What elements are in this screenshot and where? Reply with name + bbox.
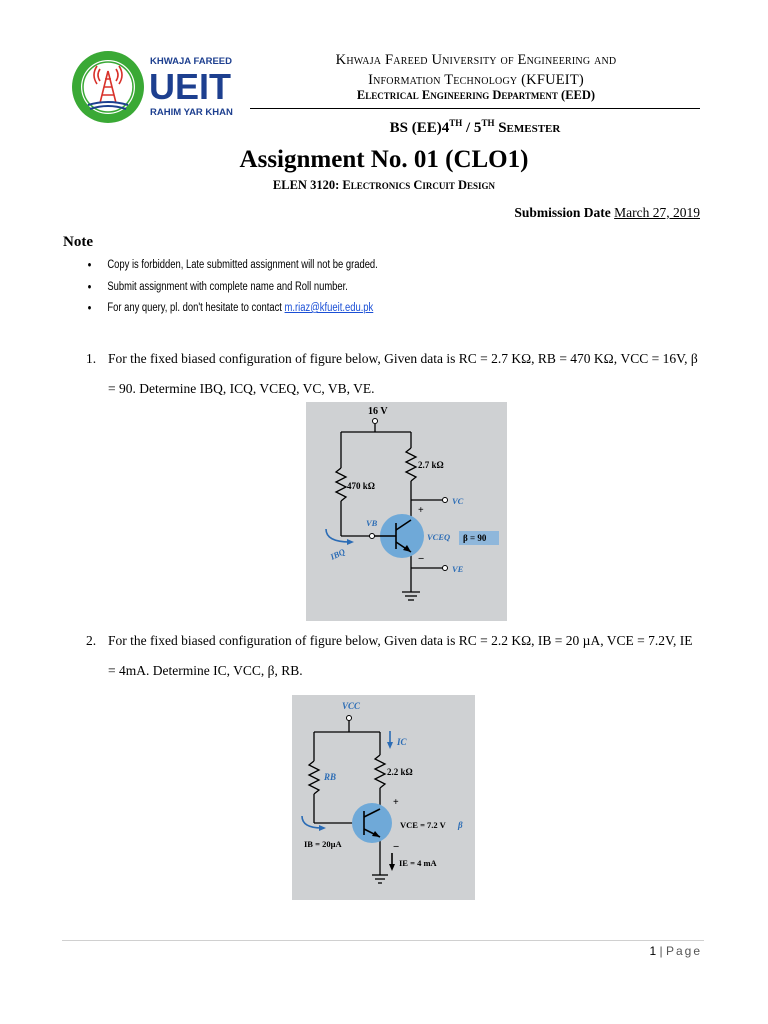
ic-label: IC: [397, 737, 407, 747]
note-item: [86, 278, 594, 300]
minus-sign: −: [418, 553, 425, 565]
note-heading: Note: [63, 234, 93, 250]
rb-label: 470 kΩ: [347, 481, 375, 491]
submission-date-line: [514, 205, 700, 221]
contact-email-link[interactable]: m.riaz@kfueit.edu.pk: [284, 302, 374, 314]
plus-sign: +: [418, 505, 424, 516]
supply-label: VCC: [342, 701, 361, 711]
note-item-text: Copy is forbidden, Late submitted assignment will not be graded.: [107, 259, 378, 271]
department-name: Electrical Engineering Department (EED): [356, 88, 596, 102]
vc-label: VC: [452, 496, 464, 506]
university-logo: [70, 47, 248, 127]
rc-label: 2.2 kΩ: [387, 767, 413, 777]
submission-date-label: Submission Date: [514, 205, 615, 220]
note-item-text: For any query, pl. don't hesitate to contact: [107, 302, 285, 314]
vb-label: VB: [366, 518, 378, 528]
semester-line: [250, 118, 700, 137]
ib-label: IB = 20µA: [304, 839, 342, 849]
ie-label: IE = 4 mA: [399, 858, 437, 868]
logo-main-text: UEIT: [149, 66, 232, 107]
assignment-title: Assignment No. 01 (CLO1): [239, 146, 529, 173]
course-title: ELEN 3120: Electronics Circuit Design: [272, 178, 496, 192]
note-list: [86, 256, 594, 321]
ib-label: IBQ: [328, 546, 347, 562]
submission-date-value: March 27, 2019: [614, 205, 700, 220]
supply-label: 16 V: [368, 406, 388, 417]
note-item-text: Submit assignment with complete name and Roll number.: [107, 280, 348, 293]
university-name: [252, 50, 700, 90]
university-name-line2: Information Technology (KFUEIT): [368, 72, 584, 88]
university-name-line1: Khwaja Fareed University of Engineering and: [335, 52, 617, 68]
vce-label: VCE = 7.2 V: [400, 820, 446, 830]
question-number: 2.: [86, 633, 97, 648]
transistor-body: [352, 803, 392, 843]
circuit-figure-2: [292, 695, 475, 900]
question-number: 1.: [86, 351, 97, 366]
rc-label: 2.7 kΩ: [418, 460, 444, 470]
vce-label: VCEQ: [427, 532, 451, 542]
semester-mid: / 5: [462, 120, 482, 136]
beta-label: β = 90: [463, 533, 487, 543]
logo-bottom-text: RAHIM YAR KHAN: [150, 107, 233, 118]
semester-suffix: Semester: [494, 120, 561, 136]
page-word: Page: [665, 944, 702, 958]
semester-prefix: BS (EE)4: [389, 120, 450, 136]
rb-label: RB: [324, 772, 337, 782]
circuit-figure-1: [306, 402, 507, 621]
minus-sign: −: [393, 841, 400, 853]
footer-divider: [62, 940, 704, 941]
question-1: [86, 344, 700, 404]
beta-label: β: [458, 820, 463, 830]
note-item: [86, 299, 594, 321]
question-2: [86, 626, 700, 686]
plus-sign: +: [393, 797, 399, 808]
page-number: 1: [649, 944, 657, 958]
header-divider: [250, 108, 700, 109]
question-text: For the fixed biased configuration of figure below, Given data is RC = 2.2 KΩ, IB = 20 µA, VCE = 7.2V, IE = 4mA. Determine IC, VCC, β, RB.: [108, 633, 693, 678]
note-item: [86, 256, 594, 278]
page-footer: [649, 944, 702, 958]
logo-top-text: KHWAJA FAREED: [150, 56, 232, 67]
ve-label: VE: [452, 564, 464, 574]
footer-separator: |: [656, 944, 666, 958]
question-text: For the fixed biased configuration of figure below, Given data is RC = 2.7 KΩ, RB = 470 KΩ, VCC = 16V, β = 90. Determine IBQ, ICQ, VCEQ, VC, VB, VE.: [108, 351, 698, 396]
semester-sup-1: TH: [449, 118, 463, 128]
semester-sup-2: TH: [481, 118, 495, 128]
